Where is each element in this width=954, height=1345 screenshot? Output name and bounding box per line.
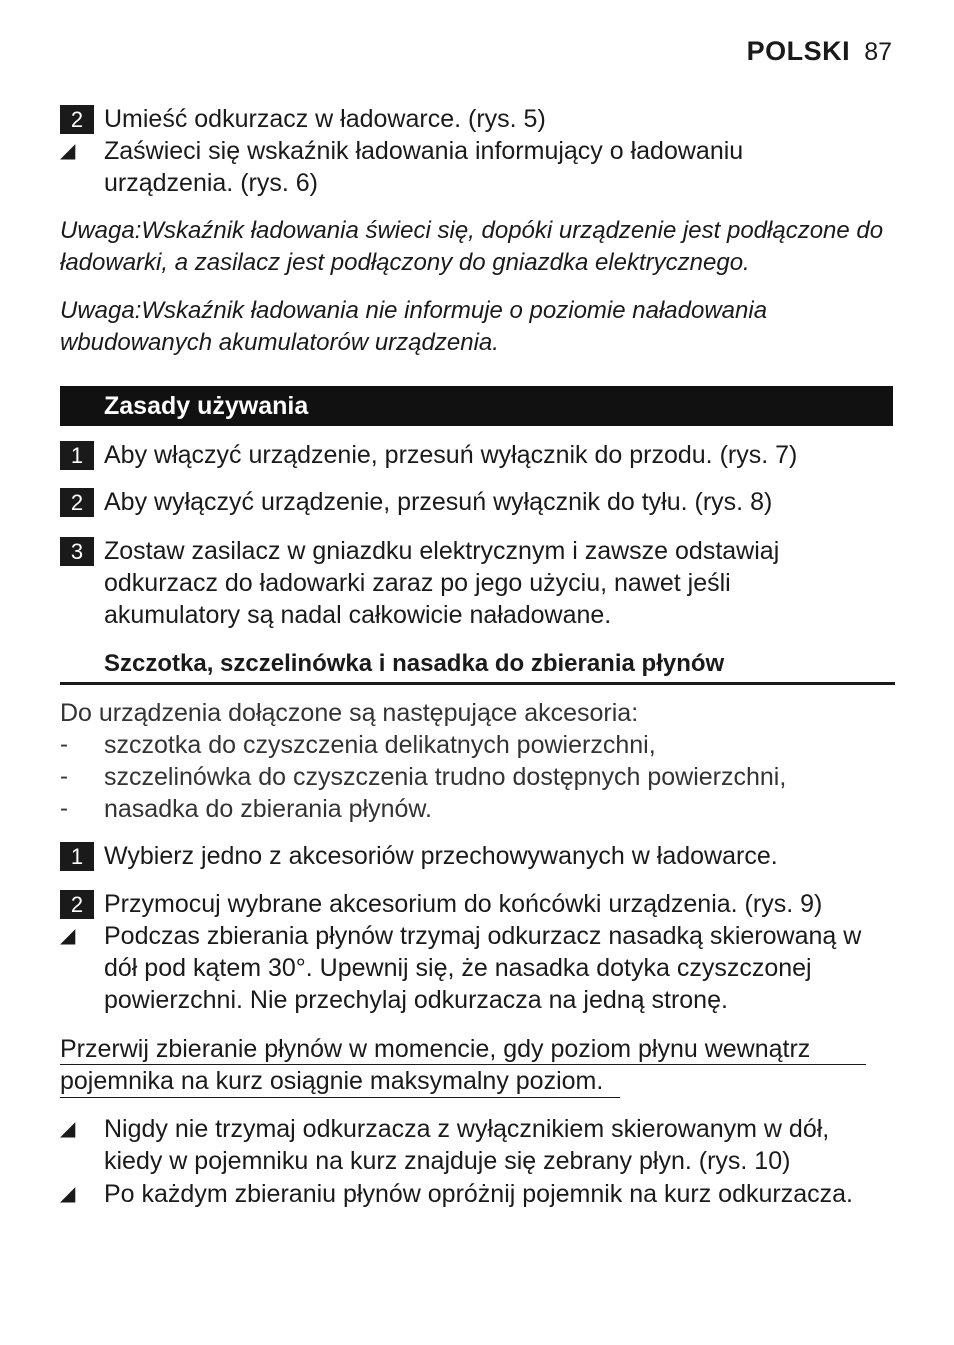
note-line: Uwaga:Wskaźnik ładowania nie informuje o poziomie naładowania	[60, 297, 768, 324]
step-text: Aby włączyć urządzenie, przesuń wyłącznik do przodu. (rys. 7)	[104, 441, 798, 469]
caution-underline	[60, 1097, 620, 1098]
accessories-intro: Do urządzenia dołączone są następujące akcesoria:	[60, 699, 639, 727]
page-number: 87	[864, 38, 892, 66]
caution-line: Przerwij zbieranie płynów w momencie, gdy poziom płynu wewnątrz	[60, 1035, 811, 1063]
note-line: Uwaga:Wskaźnik ładowania świeci się, dopóki urządzenie jest podłączone do	[60, 217, 884, 244]
step-text: Wybierz jedno z akcesoriów przechowywanych w ładowarce.	[104, 842, 778, 870]
step-number-badge: 2	[60, 105, 94, 134]
bullet-icon: ◢	[60, 1118, 76, 1140]
page-header	[747, 36, 892, 67]
list-dash: -	[60, 763, 68, 790]
list-item: szczelinówka do czyszczenia trudno dostępnych powierzchni,	[104, 763, 787, 791]
bullet-text-line: urządzenia. (rys. 6)	[104, 169, 318, 197]
step-text-line: odkurzacz do ładowarki zaraz po jego użyciu, nawet jeśli	[104, 569, 731, 597]
list-item: nasadka do zbierania płynów.	[104, 795, 433, 823]
caution-line: pojemnika na kurz osiągnie maksymalny poziom.	[60, 1067, 604, 1095]
step-number-badge: 3	[60, 537, 94, 566]
subsection-heading: Szczotka, szczelinówka i nasadka do zbierania płynów	[104, 650, 725, 677]
step-text-line: akumulatory są nadal całkowicie naładowane.	[104, 601, 612, 629]
step-text: Przymocuj wybrane akcesorium do końcówki urządzenia. (rys. 9)	[104, 890, 823, 918]
language-label: POLSKI	[746, 36, 851, 66]
bullet-text-line: Podczas zbierania płynów trzymaj odkurzacz nasadką skierowaną w	[104, 922, 862, 950]
note-line: ładowarki, a zasilacz jest podłączony do gniazdka elektrycznego.	[60, 249, 750, 276]
bullet-text-line: Nigdy nie trzymaj odkurzacza z wyłącznikiem skierowanym w dół,	[104, 1115, 830, 1143]
bullet-icon: ◢	[60, 925, 76, 947]
section-heading: Zasady używania	[104, 392, 309, 420]
step-number-badge: 1	[60, 842, 94, 871]
step-text: Umieść odkurzacz w ładowarce. (rys. 5)	[104, 105, 546, 133]
step-number-badge: 2	[60, 488, 94, 517]
step-text: Aby wyłączyć urządzenie, przesuń wyłącznik do tyłu. (rys. 8)	[104, 488, 773, 516]
bullet-icon: ◢	[60, 1183, 76, 1205]
list-item: szczotka do czyszczenia delikatnych powierzchni,	[104, 731, 656, 759]
list-dash: -	[60, 795, 68, 822]
bullet-text-line: dół pod kątem 30°. Upewnij się, że nasadka dotyka czyszczonej	[104, 954, 812, 982]
note-line: wbudowanych akumulatorów urządzenia.	[60, 329, 499, 356]
bullet-icon: ◢	[60, 140, 76, 162]
subsection-rule	[60, 682, 895, 685]
step-number-badge: 2	[60, 890, 94, 919]
list-dash: -	[60, 731, 68, 758]
bullet-text-line: kiedy w pojemniku na kurz znajduje się zebrany płyn. (rys. 10)	[104, 1147, 791, 1175]
bullet-text-line: powierzchni. Nie przechylaj odkurzacza na jedną stronę.	[104, 986, 728, 1014]
step-text-line: Zostaw zasilacz w gniazdku elektrycznym i zawsze odstawiaj	[104, 537, 780, 565]
bullet-text-line: Po każdym zbieraniu płynów opróżnij pojemnik na kurz odkurzacza.	[104, 1180, 853, 1208]
step-number-badge: 1	[60, 441, 94, 470]
bullet-text-line: Zaświeci się wskaźnik ładowania informujący o ładowaniu	[104, 137, 744, 165]
